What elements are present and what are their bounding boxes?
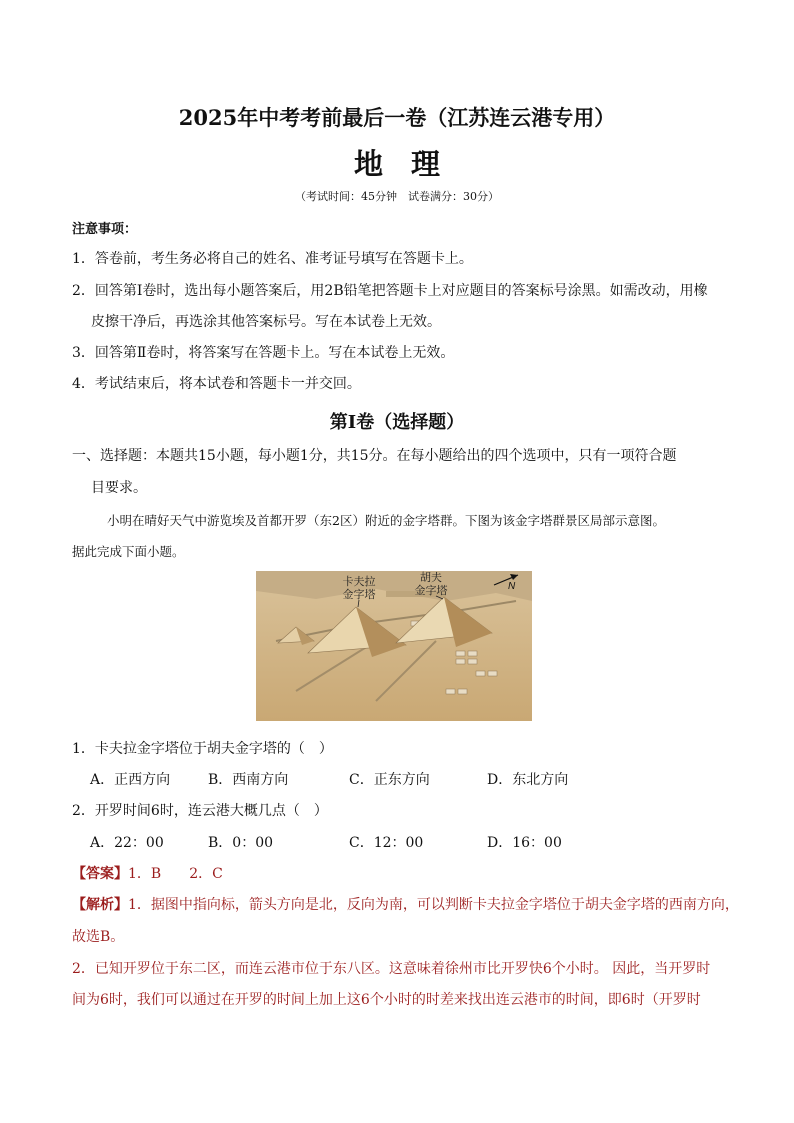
question-1-option-b: B．西南方向: [208, 772, 289, 788]
question-2-option-a: A．22：00: [90, 835, 164, 851]
explanation-line-1: [72, 894, 739, 914]
notice-item-3: 3．回答第Ⅱ卷时，将答案写在答题卡上。写在本试卷上无效。: [72, 345, 455, 361]
section-instruction-cont: 目要求。: [91, 480, 147, 496]
notice-heading: 注意事项：: [72, 222, 138, 237]
explanation-tag: 【解析】: [72, 897, 128, 913]
answer-text: 1．B 2．C: [128, 866, 223, 882]
section-title: 第Ⅰ卷（选择题）: [329, 412, 465, 433]
explanation-line-2: 故选B。: [72, 929, 125, 945]
pyramid-map-figure: [256, 571, 532, 721]
answer-line: [72, 863, 223, 883]
explanation-text-1: 1．据图中指向标，箭头方向是北，反向为南，可以判断卡夫拉金字塔位于胡夫金字塔的西南方向，: [128, 897, 739, 913]
explanation-line-4: 间为6时，我们可以通过在开罗的时间上加上这6个小时的时差来找出连云港市的时间，即6时（开罗时: [72, 992, 701, 1008]
question-1-stem: 1．卡夫拉金字塔位于胡夫金字塔的（ ）: [72, 741, 333, 757]
question-2-option-b: B．0：00: [208, 835, 274, 851]
question-1-option-a: A．正西方向: [90, 772, 171, 788]
question-2-option-c: C．12：00: [349, 835, 424, 851]
question-2-option-d: D．16：00: [487, 835, 562, 851]
label-khufu-line1: 胡夫: [420, 572, 442, 584]
label-khafre-line1: 卡夫拉: [342, 576, 376, 588]
section-instruction: 一、选择题：本题共15小题，每小题1分，共15分。在每小题给出的四个选项中，只有一项符合题: [72, 448, 677, 464]
question-1-option-c: C．正东方向: [349, 772, 430, 788]
notice-item-1: 1．答卷前，考生务必将自己的姓名、准考证号填写在答题卡上。: [72, 251, 473, 267]
pyramid-illustration: [256, 571, 532, 721]
north-label: N: [508, 581, 516, 592]
exam-title: 2025年中考考前最后一卷（江苏连云港专用）: [178, 105, 616, 130]
question-2-stem: 2．开罗时间6时，连云港大概几点（ ）: [72, 803, 328, 819]
question-1-option-d: D．东北方向: [487, 772, 569, 788]
explanation-line-3: 2．已知开罗位于东二区，而连云港市位于东八区。这意味着徐州市比开罗快6个小时。 因此，当开罗时: [72, 961, 711, 977]
notice-item-2: 2．回答第Ⅰ卷时，选出每小题答案后，用2B铅笔把答题卡上对应题目的答案标号涂黑。如需改动，用橡: [72, 283, 708, 299]
label-khafre-line2: 金字塔: [342, 589, 376, 601]
subject-title: 地理: [353, 147, 468, 181]
answer-tag: 【答案】: [72, 866, 128, 882]
notice-item-4: 4．考试结束后，将本试卷和答题卡一并交回。: [72, 376, 361, 392]
passage-text: 小明在晴好天气中游览埃及首都开罗（东2区）附近的金字塔群。下图为该金字塔群景区局部示意图。: [107, 513, 665, 528]
notice-item-2-cont: 皮擦干净后，再选涂其他答案标号。写在本试卷上无效。: [91, 314, 441, 330]
label-khufu-line2: 金字塔: [414, 585, 448, 597]
passage-text-cont: 据此完成下面小题。: [72, 544, 185, 559]
exam-info: （考试时间：45分钟 试卷满分：30分）: [295, 190, 499, 203]
